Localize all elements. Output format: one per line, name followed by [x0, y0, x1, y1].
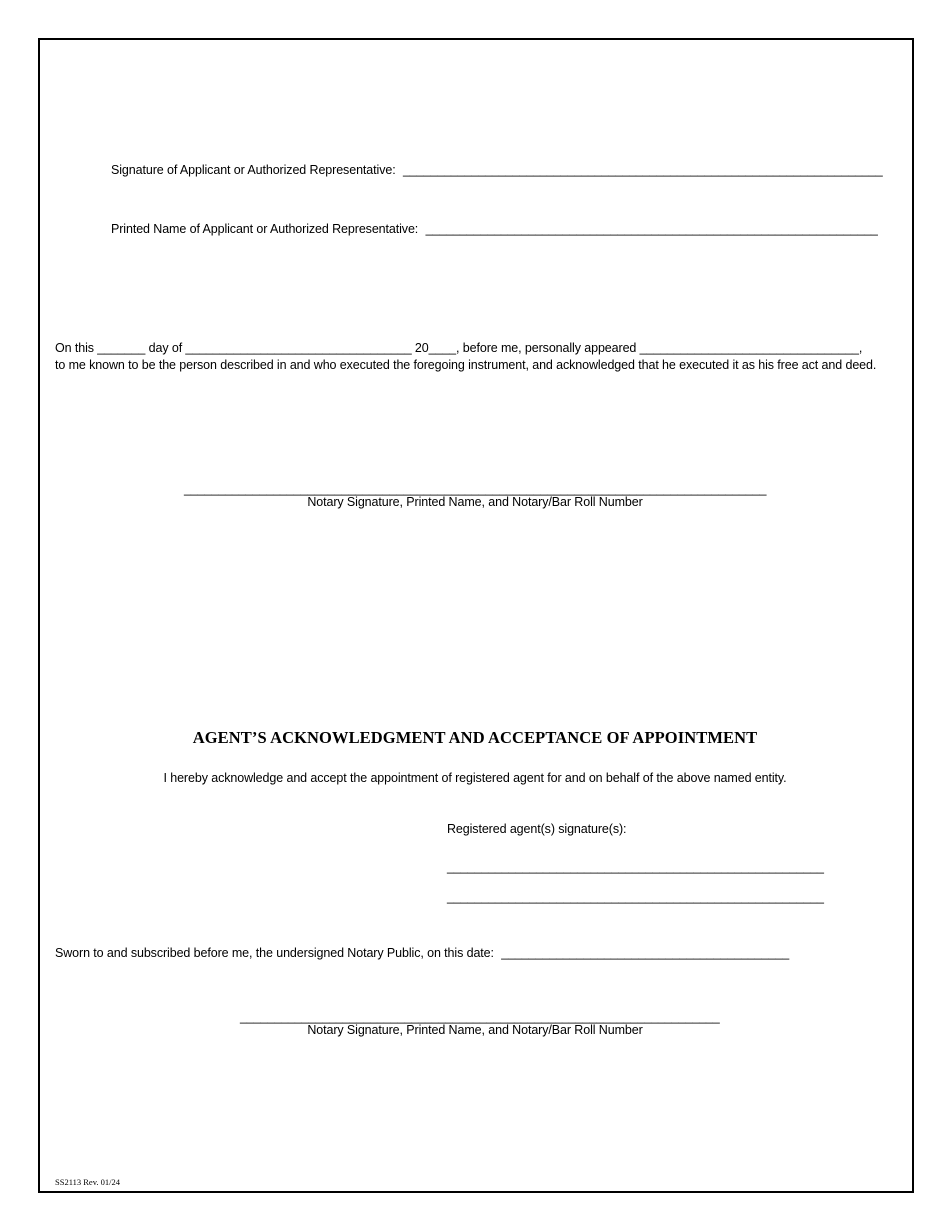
applicant-signature-field[interactable]: ______________________________________________________________________ — [402, 163, 883, 177]
registered-agent-signature-label: Registered agent(s) signature(s): — [447, 822, 627, 836]
notary-signature-field-1[interactable]: _____________________________________________________________________________________ — [184, 482, 767, 496]
registered-agent-signature-field-2[interactable]: _______________________________________________________ — [447, 890, 824, 904]
applicant-printed-name-label: Printed Name of Applicant or Authorized Representative: — [111, 222, 419, 236]
registered-agent-signature-field-1[interactable]: _______________________________________________________ — [447, 860, 824, 874]
agent-acknowledgment-heading: AGENT’S ACKNOWLEDGMENT AND ACCEPTANCE OF APPOINTMENT — [192, 728, 758, 747]
sworn-date-field[interactable]: __________________________________________ — [501, 946, 790, 960]
notary-signature-caption-1: Notary Signature, Printed Name, and Notary/Bar Roll Number — [307, 495, 643, 509]
notary-acknowledgment-line-2: to me known to be the person described in and who executed the foregoing instrument, and acknowledged that he executed it as his free act and deed. — [55, 358, 877, 372]
sworn-date-label: Sworn to and subscribed before me, the undersigned Notary Public, on this date: — [55, 946, 494, 960]
form-revision-id: SS2113 Rev. 01/24 — [55, 1177, 121, 1187]
sworn-date-row — [55, 945, 789, 961]
applicant-printed-name-field[interactable]: __________________________________________________________________ — [425, 222, 878, 236]
notary-signature-caption-2: Notary Signature, Printed Name, and Notary/Bar Roll Number — [307, 1023, 643, 1037]
notary-acknowledgment-line-1: On this _______ day of _________________________________ 20____, before me, personally appeared ________________________________, — [55, 341, 863, 355]
notary-signature-field-2[interactable]: ______________________________________________________________________ — [240, 1010, 720, 1024]
applicant-signature-row — [111, 162, 883, 178]
applicant-printed-name-row — [111, 221, 878, 237]
applicant-signature-label: Signature of Applicant or Authorized Representative: — [111, 163, 396, 177]
agent-acknowledgment-statement: I hereby acknowledge and accept the appointment of registered agent for and on behalf of the above named entity. — [163, 771, 787, 785]
